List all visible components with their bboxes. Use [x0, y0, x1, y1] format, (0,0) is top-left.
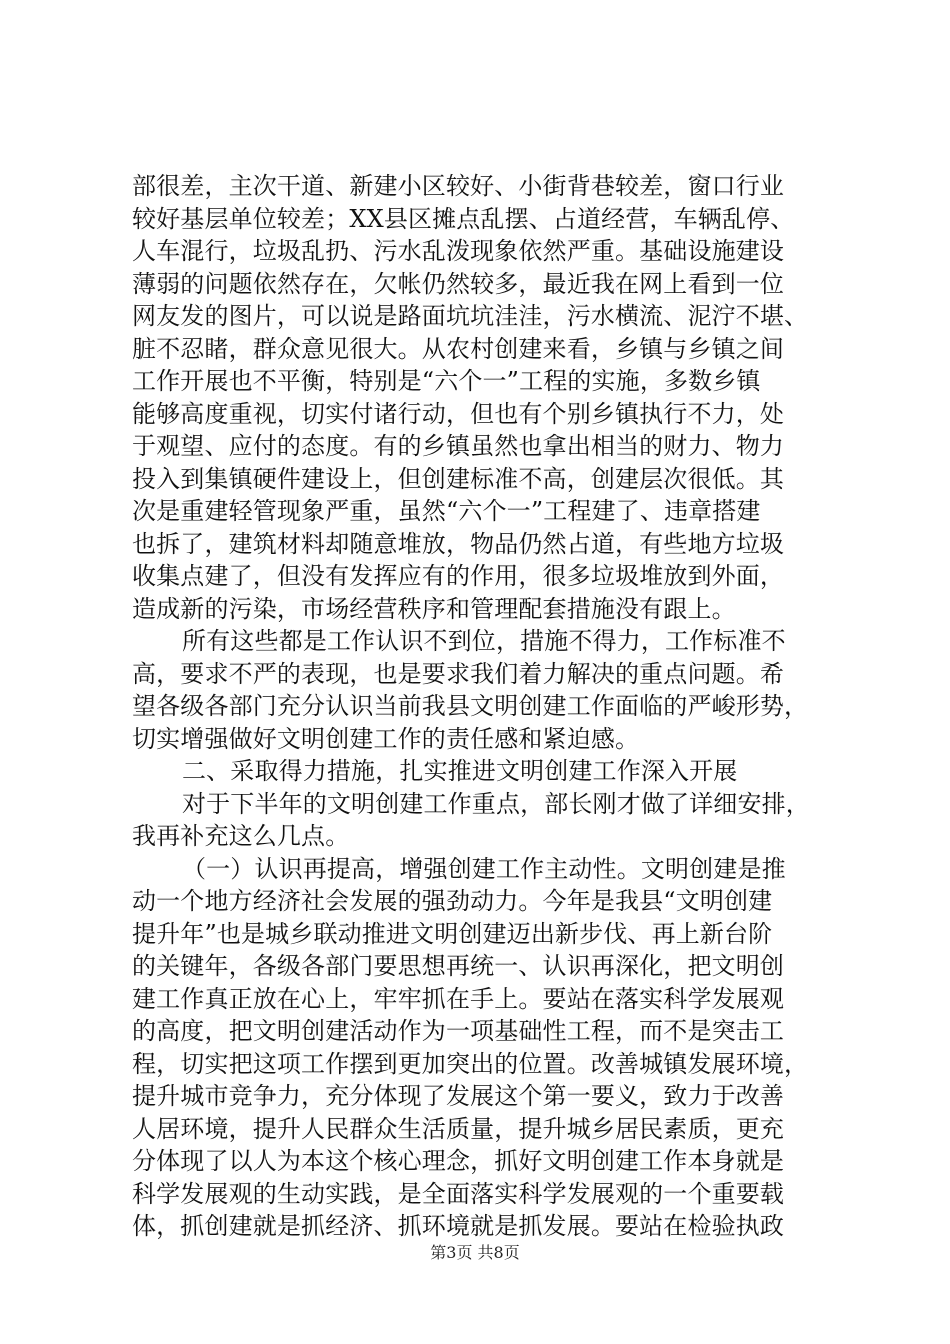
text-line: 部很差，主次干道、新建小区较好、小街背巷较差，窗口行业	[132, 172, 785, 200]
text-line: 能够高度重视，切实付诸行动，但也有个别乡镇执行不力，处	[132, 399, 785, 428]
text-line: 建工作真正放在心上，牢牢抓在手上。要站在落实科学发展观	[132, 984, 785, 1013]
text-line: 工作开展也不平衡，特别是“六个一”工程的实施，多数乡镇	[132, 367, 761, 395]
text-line: 望各级各部门充分认识当前我县文明创建工作面临的严峻形势，	[132, 692, 809, 720]
text-line: 我再补充这么几点。	[132, 822, 350, 850]
text-line: 切实增强做好文明创建工作的责任感和紧迫感。	[132, 724, 640, 753]
text-line: 投入到集镇硬件建设上，但创建标准不高，创建层次很低。其	[132, 464, 785, 493]
text-line: 收集点建了，但没有发挥应有的作用，很多垃圾堆放到外面，	[132, 562, 785, 590]
text-line: 造成新的污染，市场经营秩序和管理配套措施没有跟上。	[132, 594, 736, 623]
page-number-footer: 第3页 共8页	[430, 1243, 520, 1262]
text-line: 科学发展观的生动实践，是全面落实科学发展观的一个重要载	[132, 1179, 785, 1208]
text-line: 的高度，把文明创建活动作为一项基础性工程，而不是突击工	[132, 1017, 785, 1045]
text-line: 较好基层单位较差；XX县区摊点乱摆、占道经营，车辆乱停、	[132, 204, 795, 233]
subsection-start-line: （一）认识再提高，增强创建工作主动性。文明创建是推	[182, 854, 786, 883]
text-line: 提升年”也是城乡联动推进文明创建迈出新步伐、再上新台阶	[132, 919, 773, 948]
text-line: 的关键年，各级各部门要思想再统一、认识再深化，把文明创	[132, 952, 785, 980]
text-line: 分体现了以人为本这个核心理念，抓好文明创建工作本身就是	[132, 1147, 785, 1175]
text-line: 次是重建轻管现象严重，虽然“六个一”工程建了、违章搭建	[132, 497, 761, 525]
text-line: 体，抓创建就是抓经济、抓环境就是抓发展。要站在检验执政	[132, 1212, 785, 1240]
text-line: 人居环境，提升人民群众生活质量，提升城乡居民素质，更充	[132, 1114, 785, 1143]
paragraph-start-line: 对于下半年的文明创建工作重点，部长刚才做了详细安排，	[182, 789, 810, 818]
text-line: 网友发的图片，可以说是路面坑坑洼洼，污水横流、泥泞不堪、	[132, 302, 809, 330]
paragraph-start-line: 所有这些都是工作认识不到位，措施不得力，工作标准不	[182, 627, 786, 655]
text-line: 于观望、应付的态度。有的乡镇虽然也拿出相当的财力、物力	[132, 432, 785, 460]
text-line: 提升城市竞争力，充分体现了发展这个第一要义，致力于改善	[132, 1082, 785, 1110]
text-line: 也拆了，建筑材料却随意堆放，物品仍然占道，有些地方垃圾	[132, 529, 785, 558]
text-line: 人车混行，垃圾乱扔、污水乱泼现象依然严重。基础设施建设	[132, 237, 785, 265]
text-line: 脏不忍睹，群众意见很大。从农村创建来看，乡镇与乡镇之间	[132, 334, 785, 363]
section-heading: 二、采取得力措施，扎实推进文明创建工作深入开展	[182, 757, 738, 785]
text-line: 薄弱的问题依然存在，欠帐仍然较多，最近我在网上看到一位	[132, 269, 785, 298]
text-line: 动一个地方经济社会发展的强劲动力。今年是我县“文明创建	[132, 887, 773, 915]
text-line: 高，要求不严的表现，也是要求我们着力解决的重点问题。希	[132, 659, 785, 688]
text-line: 程，切实把这项工作摆到更加突出的位置。改善城镇发展环境，	[132, 1049, 809, 1078]
body-text	[132, 170, 832, 1243]
